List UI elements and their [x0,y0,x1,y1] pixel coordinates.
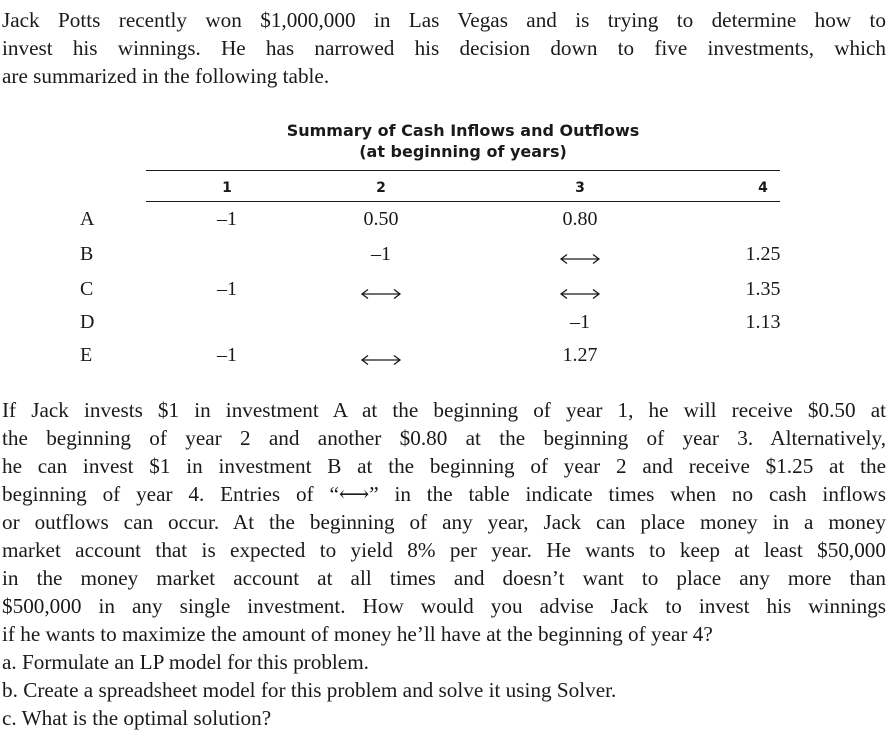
table-rule-header [146,201,780,202]
problem-line: beginning of year 4. Entries of “⟷” in the table indicate times when no cash inflows [2,482,886,506]
column-header-year-4: 4 [758,180,768,196]
problem-line: $500,000 in any single investment. How would you advise Jack to invest his winnings [2,594,886,618]
row-label-c: C [80,278,94,300]
table-cell: –1 [570,311,590,333]
problem-paragraph [2,396,886,648]
row-label-d: D [80,311,95,333]
problem-line: if he wants to maximize the amount of money he’ll have at the beginning of year 4? [2,622,713,646]
double-arrow-icon [558,252,602,264]
table-cell: 1.35 [745,278,781,300]
column-header-year-2: 2 [376,180,386,196]
question-c: c. What is the optimal solution? [2,706,272,730]
double-arrow-icon [359,287,403,299]
question-b: b. Create a spreadsheet model for this problem and solve it using Solver. [2,678,617,702]
table-cell: 1.25 [745,243,781,265]
question-a: a. Formulate an LP model for this problem. [2,650,369,674]
table-cell: –1 [217,344,237,366]
column-header-year-3: 3 [575,180,585,196]
problem-line: the beginning of year 2 and another $0.80 at the beginning of year 3. Alternatively, [2,426,886,450]
table-subtitle: (at beginning of years) [359,142,567,161]
intro-line: are summarized in the following table. [2,64,330,88]
row-label-b: B [80,243,94,265]
problem-line: or outflows can occur. At the beginning of any year, Jack can place money in a money [2,510,886,534]
intro-paragraph [2,6,886,90]
problem-line: in the money market account at all times and doesn’t want to place any more than [2,566,886,590]
table-cell: –1 [371,243,391,265]
double-arrow-icon [558,287,602,299]
problem-line: market account that is expected to yield 8% per year. He wants to keep at least $50,000 [2,538,886,562]
intro-line: Jack Potts recently won $1,000,000 in Las Vegas and is trying to determine how to [2,8,886,32]
double-arrow-icon [359,353,403,365]
row-label-e: E [80,344,93,366]
table-cell: 1.27 [562,344,598,366]
table-cell: 1.13 [745,311,781,333]
row-label-a: A [80,208,95,230]
table-rule-top [146,170,780,171]
table-cell: –1 [217,278,237,300]
table-cell: 0.50 [363,208,399,230]
table-title: Summary of Cash Inflows and Outflows [286,121,640,140]
intro-line: invest his winnings. He has narrowed his decision down to five investments, which [2,36,886,60]
problem-line: If Jack invests $1 in investment A at the beginning of year 1, he will receive $0.50 at [2,398,886,422]
column-header-year-1: 1 [222,180,232,196]
table-cell: –1 [217,208,237,230]
problem-line: he can invest $1 in investment B at the beginning of year 2 and receive $1.25 at the [2,454,886,478]
table-cell: 0.80 [562,208,598,230]
